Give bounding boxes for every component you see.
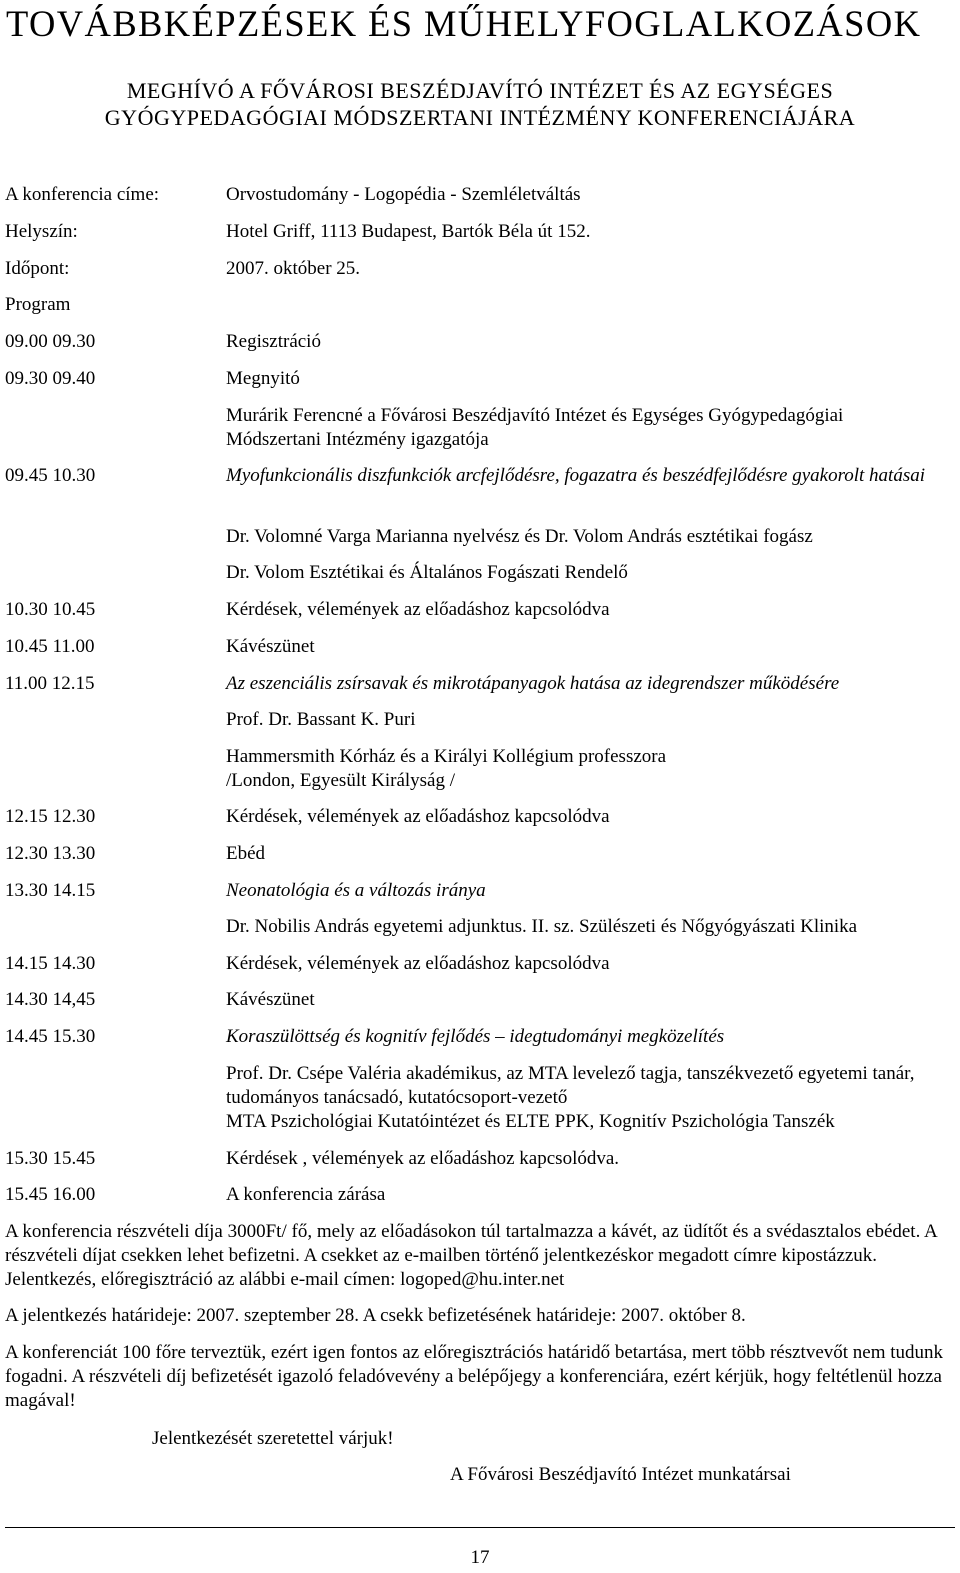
program-title: Kérdések, vélemények az előadáshoz kapcsolódva (226, 953, 610, 974)
program-title: Kérdések, vélemények az előadáshoz kapcsolódva (226, 599, 610, 620)
program-speaker: Prof. Dr. Bassant K. Puri (226, 709, 416, 730)
program-time: 14.15 14.30 (5, 953, 96, 974)
program-time: 14.30 14,45 (5, 989, 96, 1010)
fee-paragraph: A konferencia részvételi díja 3000Ft/ fő, mely az előadásokon túl tartalmazza a kávét, az üdítőt és a svédasztalos ebédet. A részvételi díjat csekken lehet befizetni. A csekket az e-mailben történő jelentkezéskor megadott címre kipostázzuk. Jelentkezés, előregisztráció az alábbi e-mail címen: logoped@hu.inter.net (5, 1221, 937, 1290)
program-speaker: Hammersmith Kórház és a Királyi Kollégium professzora /London, Egyesült Királyság / (226, 746, 667, 791)
program-speaker: Dr. Nobilis András egyetemi adjunktus. II. sz. Szülészeti és Nőgyógyászati Klinika (226, 916, 858, 937)
program-title: Koraszülöttség és kognitív fejlődés – idegtudományi megközelítés (226, 1026, 725, 1047)
program-speaker: Prof. Dr. Csépe Valéria akadémikus, az MTA levelező tagja, tanszékvezető egyetemi tanár, tudományos tanácsadó, kutatócsoport-vezető (226, 1063, 915, 1108)
deadline-paragraph: A jelentkezés határideje: 2007. szeptember 28. A csekk befizetésének határideje: 2007. október 8. (5, 1305, 746, 1326)
program-time: 11.00 12.15 (5, 673, 95, 694)
program-time: 09.45 10.30 (5, 465, 96, 486)
greeting: Jelentkezését szeretettel várjuk! (152, 1428, 394, 1449)
invitation-heading (0, 77, 960, 131)
program-title: Kávészünet (226, 636, 315, 657)
capacity-paragraph: A konferenciát 100 főre terveztük, ezért igen fontos az előregisztrációs határidő betartása, mert több résztvevőt nem tudunk fogadni. A részvételi díj befizetését igazoló feladóvevény a belépőjegy a konferenciára, ezért kérjük, hogy feltétlenül hozza magával! (5, 1342, 944, 1411)
invitation-line-1: MEGHÍVÓ A FŐVÁROSI BESZÉDJAVÍTÓ INTÉZET ÉS AZ EGYSÉGES (126, 78, 834, 103)
program-speaker: Dr. Volomné Varga Marianna nyelvész és Dr. Volom András esztétikai fogász (226, 526, 813, 547)
program-title: Neonatológia és a változás iránya (226, 880, 486, 901)
program-title: Ebéd (226, 843, 266, 864)
program-time: 13.30 14.15 (5, 880, 96, 901)
program-title: Az eszenciális zsírsavak és mikrotápanyagok hatása az idegrendszer működésére (226, 673, 840, 694)
program-title: Regisztráció (226, 331, 321, 352)
program-time: 09.30 09.40 (5, 368, 96, 389)
program-time: 15.45 16.00 (5, 1184, 96, 1205)
program-time: 12.15 12.30 (5, 806, 96, 827)
program-time: 10.45 11.00 (5, 636, 95, 657)
program-label: Program (5, 294, 71, 315)
program-time: 12.30 13.30 (5, 843, 96, 864)
program-title: Myofunkcionális diszfunkciók arcfejlődésre, fogazatra és beszédfejlődésre gyakorolt hatásai (226, 465, 926, 486)
program-speaker: MTA Pszichológiai Kutatóintézet és ELTE PPK, Kognitív Pszichológia Tanszék (226, 1111, 835, 1132)
info-value: Orvostudomány - Logopédia - Szemléletváltás (226, 184, 581, 205)
program-title: Kérdések, vélemények az előadáshoz kapcsolódva (226, 806, 610, 827)
info-value: 2007. október 25. (226, 258, 361, 279)
program-time: 10.30 10.45 (5, 599, 96, 620)
program-time: 15.30 15.45 (5, 1148, 96, 1169)
program-speaker: Murárik Ferencné a Fővárosi Beszédjavító Intézet és Egységes Gyógypedagógiai Módszertani Intézmény igazgatója (226, 405, 844, 450)
program-title: Kérdések , vélemények az előadáshoz kapcsolódva. (226, 1148, 620, 1169)
invitation-line-2: GYÓGYPEDAGÓGIAI MÓDSZERTANI INTÉZMÉNY KONFERENCIÁJÁRA (104, 105, 856, 130)
footer-divider (5, 1527, 955, 1528)
program-time: 09.00 09.30 (5, 331, 96, 352)
section-header-title: TOVÁBBKÉPZÉSEK ÉS MŰHELYFOGLALKOZÁSOK (6, 3, 922, 44)
program-title: Kávészünet (226, 989, 315, 1010)
info-value: Hotel Griff, 1113 Budapest, Bartók Béla út 152. (226, 221, 591, 242)
signature: A Fővárosi Beszédjavító Intézet munkatársai (450, 1464, 791, 1485)
program-title: Megnyitó (226, 368, 300, 389)
info-label: Időpont: (5, 258, 70, 279)
info-label: Helyszín: (5, 221, 78, 242)
page-number: 17 (470, 1547, 490, 1568)
program-time: 14.45 15.30 (5, 1026, 96, 1047)
info-label: A konferencia címe: (5, 184, 160, 205)
program-speaker: Dr. Volom Esztétikai és Általános Fogászati Rendelő (226, 562, 628, 583)
program-title: A konferencia zárása (226, 1184, 386, 1205)
